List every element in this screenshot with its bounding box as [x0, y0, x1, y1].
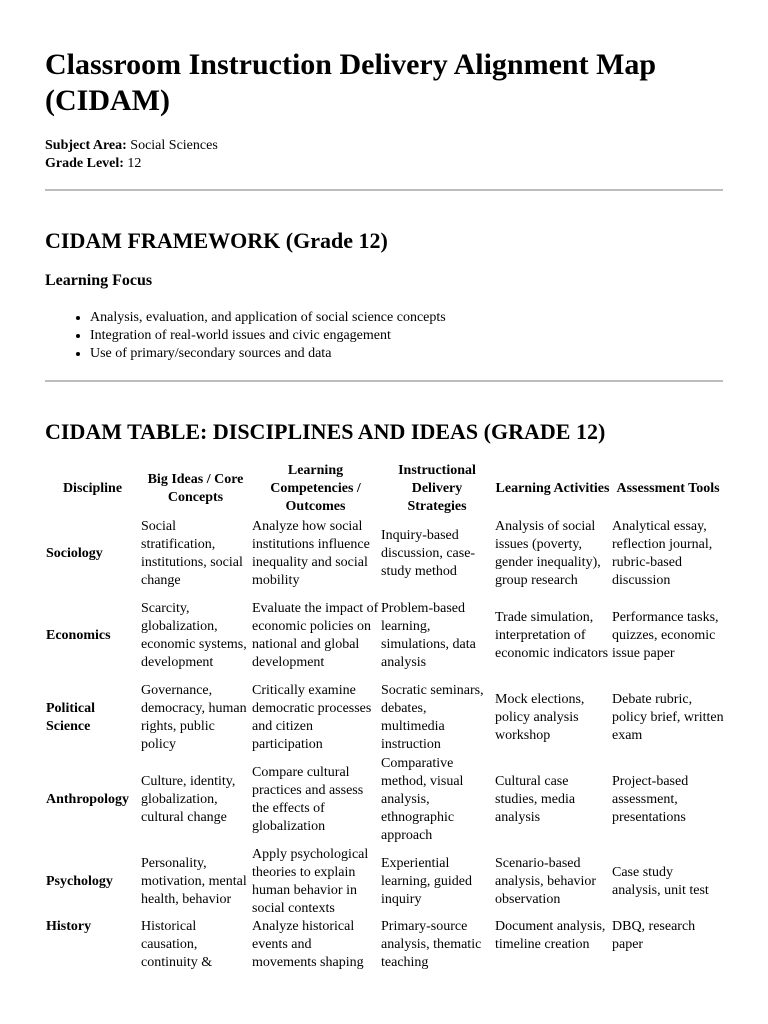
grade-level-label: Grade Level: — [45, 156, 124, 171]
page-title: Classroom Instruction Delivery Alignment Map (CIDAM) — [45, 48, 657, 117]
discipline-cell: Psychology — [46, 873, 113, 889]
discipline-cell: History — [46, 919, 92, 934]
subject-area-label: Subject Area: — [45, 138, 127, 153]
table-cell: Analyze how social institutions influence inequality and social mobility — [252, 518, 370, 588]
table-cell: Compare cultural practices and assess the effects of globalization — [252, 764, 364, 834]
list-item: • Use of primary/secondary sources and data — [90, 345, 446, 363]
grade-level-value: 12 — [127, 156, 142, 171]
column-header: Learning Activities — [495, 481, 610, 496]
table-cell: Analyze historical events and movements shaping — [252, 919, 364, 970]
discipline-cell: Sociology — [46, 545, 103, 561]
column-header: Big Ideas / Core Concepts — [147, 472, 244, 505]
table-heading: CIDAM TABLE: DISCIPLINES AND IDEAS (GRADE 12) — [45, 419, 606, 444]
table-cell: Critically examine democratic processes and citizen participation — [252, 682, 372, 752]
column-header: Instructional Delivery Strategies — [398, 463, 476, 514]
learning-focus-heading: Learning Focus — [45, 272, 153, 289]
table-cell: Personality, motivation, mental health, behavior — [141, 855, 247, 907]
table-row — [45, 590, 725, 681]
table-row — [45, 918, 725, 974]
table-cell: Scarcity, globalization, economic systems, development — [141, 600, 247, 670]
table-cell: Performance tasks, quizzes, economic issue paper — [612, 609, 719, 661]
subject-area-value: Social Sciences — [130, 138, 218, 153]
table-cell: Socratic seminars, debates, multimedia instruction — [381, 682, 484, 752]
discipline-cell: Economics — [46, 627, 111, 643]
list-item: • Integration of real-world issues and civic engagement — [90, 327, 446, 345]
table-cell: Document analysis, timeline creation — [495, 919, 606, 952]
column-header: Learning Competencies / Outcomes — [270, 463, 361, 514]
table-cell: Project-based assessment, presentations — [612, 773, 689, 825]
table-cell: Inquiry-based discussion, case-study method — [381, 527, 476, 579]
discipline-cell: Political Science — [46, 700, 95, 734]
subject-area-line — [45, 137, 218, 154]
table-cell: Governance, democracy, human rights, public policy — [141, 682, 247, 752]
table-cell: Culture, identity, globalization, cultural change — [141, 773, 236, 825]
table-cell: Analytical essay, reflection journal, rubric-based discussion — [612, 518, 713, 588]
table-cell: Evaluate the impact of economic policies on national and global development — [252, 600, 379, 670]
column-header: Discipline — [62, 481, 123, 496]
table-cell: Experiential learning, guided inquiry — [381, 855, 472, 907]
table-cell: Social stratification, institutions, social change — [141, 518, 243, 588]
cidam-table — [45, 461, 725, 974]
table-header-row — [45, 461, 725, 517]
table-cell: Debate rubric, policy brief, written exam — [612, 691, 724, 743]
table-cell: Scenario-based analysis, behavior observation — [495, 855, 597, 907]
framework-heading: CIDAM FRAMEWORK (Grade 12) — [45, 228, 388, 253]
table-cell: Cultural case studies, media analysis — [495, 773, 576, 825]
discipline-cell: Anthropology — [46, 791, 129, 807]
table-cell: Comparative method, visual analysis, ethnographic approach — [381, 755, 464, 843]
list-item: • Analysis, evaluation, and application of social science concepts — [90, 309, 446, 327]
divider — [45, 189, 723, 191]
table-row — [45, 754, 725, 845]
grade-level-line — [45, 155, 141, 172]
table-row — [45, 681, 725, 754]
learning-focus-list — [45, 309, 446, 363]
table-cell: Problem-based learning, simulations, data analysis — [381, 600, 476, 670]
table-cell: Primary-source analysis, thematic teaching — [381, 919, 482, 970]
table-row — [45, 845, 725, 918]
divider — [45, 380, 723, 382]
table-cell: Mock elections, policy analysis workshop — [495, 691, 585, 743]
table-cell: Case study analysis, unit test — [612, 864, 709, 898]
table-cell: Trade simulation, interpretation of economic indicators — [495, 609, 609, 661]
table-cell: Historical causation, continuity & — [141, 919, 213, 970]
table-cell: Analysis of social issues (poverty, gender inequality), group research — [495, 518, 601, 588]
table-row — [45, 517, 725, 590]
table-cell: DBQ, research paper — [612, 919, 696, 952]
column-header: Assessment Tools — [616, 481, 720, 496]
table-cell: Apply psychological theories to explain human behavior in social contexts — [252, 846, 369, 916]
